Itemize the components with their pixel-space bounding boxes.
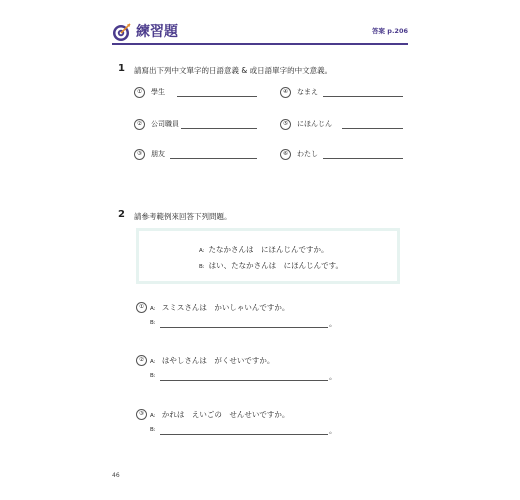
dialogue-question-2 (136, 355, 336, 385)
page-number: 46 (112, 472, 120, 479)
speaker-b-label: B: (199, 264, 205, 270)
speaker-a-label: A: (150, 306, 156, 312)
example-a-text: たなかさんは にほんじんですか。 (208, 245, 329, 254)
sentence-end: 。 (329, 426, 337, 435)
question-word: にほんじん (297, 120, 332, 128)
answer-blank[interactable] (323, 158, 403, 159)
item-number: ② (136, 355, 147, 366)
section-2-number: 2 (118, 209, 125, 220)
answer-blank[interactable] (160, 380, 328, 381)
example-line-a (199, 244, 329, 257)
dialogue-line-b (150, 423, 160, 436)
answer-blank[interactable] (170, 158, 257, 159)
question-word: 朋友 (151, 150, 165, 158)
dialogue-line-b (150, 316, 160, 329)
item-number: ⑥ (280, 149, 291, 160)
answer-reference: 答案 p.206 (372, 27, 408, 35)
sentence-end: 。 (329, 372, 337, 381)
dialogue-question-1 (136, 302, 336, 332)
question-6 (280, 148, 404, 160)
question-2 (134, 118, 258, 130)
question-text: かれは えいごの せんせいですか。 (161, 410, 290, 419)
question-3 (134, 148, 258, 160)
page-title: 練習題 (136, 24, 178, 40)
dialogue-line-a (150, 302, 289, 315)
question-1 (134, 86, 258, 98)
dialogue-question-3 (136, 409, 336, 439)
item-number: ① (136, 302, 147, 313)
question-word: 公司職員 (151, 120, 179, 128)
section-1-instruction: 請寫出下列中文單字的日語意義 & 或日語單字的中文意義。 (134, 66, 333, 75)
sentence-end: 。 (329, 319, 337, 328)
item-number: ① (134, 87, 145, 98)
question-text: はやしさんは がくせいですか。 (161, 356, 275, 365)
header-divider (112, 43, 408, 45)
answer-blank[interactable] (160, 327, 328, 328)
speaker-b-label: B: (150, 427, 156, 433)
item-number: ② (134, 119, 145, 130)
answer-blank[interactable] (181, 128, 257, 129)
speaker-a-label: A: (150, 413, 156, 419)
question-4 (280, 86, 404, 98)
answer-blank[interactable] (160, 434, 328, 435)
dialogue-line-a (150, 355, 274, 368)
item-number: ③ (134, 149, 145, 160)
question-word: 學生 (151, 88, 165, 96)
dialogue-line-b (150, 369, 160, 382)
speaker-b-label: B: (150, 373, 156, 379)
example-box (136, 228, 400, 284)
example-line-b (199, 260, 343, 273)
example-b-text: はい、たなかさんは にほんじんです。 (208, 261, 344, 270)
answer-blank[interactable] (177, 96, 257, 97)
answer-blank[interactable] (323, 96, 403, 97)
answer-blank[interactable] (342, 128, 403, 129)
item-number: ③ (136, 409, 147, 420)
item-number: ④ (280, 87, 291, 98)
section-1-number: 1 (118, 63, 125, 74)
page-header (112, 22, 408, 42)
question-5 (280, 118, 404, 130)
question-word: なまえ (297, 88, 318, 96)
question-word: わたし (297, 150, 318, 158)
section-2-instruction: 請參考範例來回答下列問題。 (134, 212, 232, 221)
target-icon (112, 22, 132, 42)
question-text: スミスさんは かいしゃいんですか。 (161, 303, 290, 312)
item-number: ⑤ (280, 119, 291, 130)
dialogue-line-a (150, 409, 289, 422)
speaker-a-label: A: (199, 248, 205, 254)
speaker-a-label: A: (150, 359, 156, 365)
speaker-b-label: B: (150, 320, 156, 326)
